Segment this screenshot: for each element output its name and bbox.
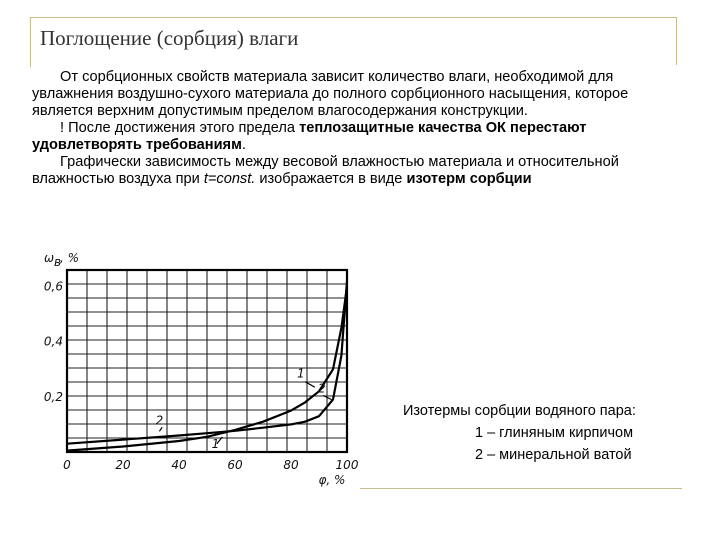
paragraph-isotherm-term: изотерм сорбции (406, 171, 532, 187)
x-tick-label: 80 (283, 458, 299, 472)
paragraph-isotherm-text-a: Графически зависимость между весовой влажностью материала и относительной влажностью воздуха при (32, 154, 619, 187)
series-label-leader-series-2-lower (159, 427, 162, 431)
chart-caption (400, 400, 700, 466)
x-tick-label: 60 (227, 458, 243, 472)
paragraph-limit-warning (32, 120, 687, 154)
caption-series-2: 2 – минеральной ватой (475, 447, 632, 463)
paragraph-isotherm-definition (32, 154, 687, 188)
sorption-isotherm-chart (30, 250, 370, 498)
y-tick-label: 0,4 (43, 334, 63, 349)
x-tick-label: 0 (63, 458, 71, 472)
y-tick-label: 0,2 (43, 389, 63, 404)
slide-frame-right-border (676, 17, 677, 65)
paragraph-limit-end: . (241, 137, 246, 153)
series-label-series-2-upper: 2 (317, 381, 326, 396)
paragraph-isotherm-condition: t=const. (203, 171, 256, 187)
series-label-series-1-upper: 1 (296, 366, 305, 381)
paragraph-limit-text: ! После достижения этого предела (60, 120, 300, 136)
series-label-series-2-lower: 2 (155, 413, 164, 428)
slide-title: Поглощение (сорбция) влаги (40, 26, 299, 50)
slide-bottom-rule (360, 488, 682, 489)
y-axis-label: ω (44, 251, 55, 265)
paragraph-isotherm-text-b: изображается в виде (255, 171, 407, 187)
paragraph-sorption-properties: От сорбционных свойств материала зависит количество влаги, необходимой для увлажнения воздушно-сухого материала до полного сорбционного насыщения, которое является верхним допустимым пределом влагосодержания конструкции. (32, 69, 629, 119)
caption-title: Изотермы сорбции водяного пара: (403, 403, 636, 419)
x-tick-label: 20 (115, 458, 131, 472)
series-label-series-1-lower: 1 (211, 436, 220, 451)
slide-frame-left-border (30, 17, 31, 67)
x-axis-label: φ, % (318, 473, 346, 487)
y-tick-label: 0,6 (43, 279, 63, 294)
chart-svg (30, 250, 370, 498)
y-axis-label-subscript: в (54, 255, 62, 269)
slide-body (32, 69, 687, 188)
x-tick-label: 100 (335, 458, 359, 472)
paragraph-limit-emphasis: теплозащитные качества ОК перестают удовлетворять требованиям (32, 120, 587, 153)
caption-series-1: 1 – глиняным кирпичом (475, 425, 634, 441)
y-axis-label-unit: , % (60, 251, 80, 265)
x-tick-label: 40 (171, 458, 187, 472)
slide-frame-top-border (30, 17, 676, 18)
